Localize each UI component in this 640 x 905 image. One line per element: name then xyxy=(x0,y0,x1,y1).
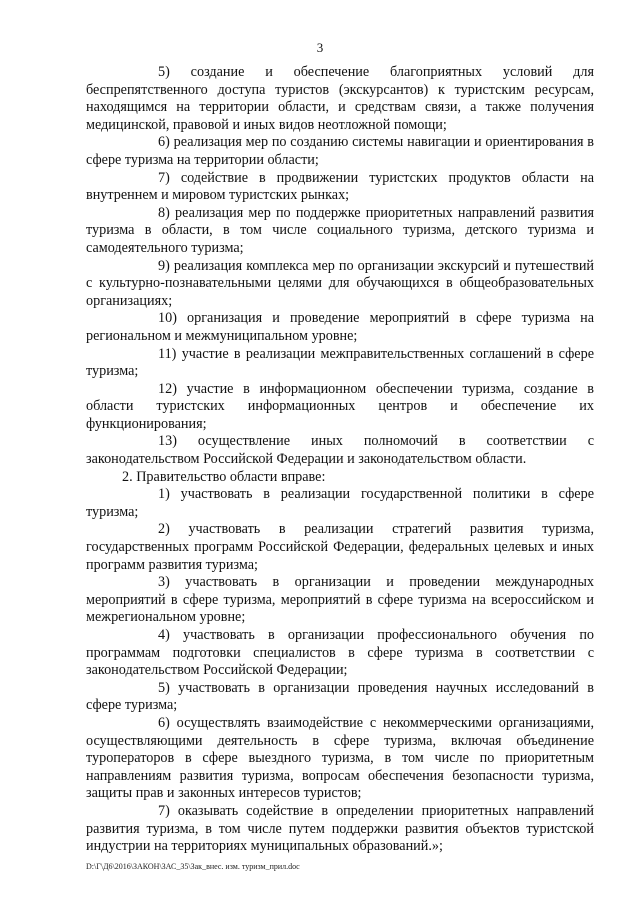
item-number: 9) xyxy=(158,257,170,274)
item-number: 13) xyxy=(158,433,177,450)
item-text: участвовать в реализации стратегий развития туризма, государственных программ Российской Федерации, федеральных целевых и иных программ развития туризма; xyxy=(86,521,595,573)
item-text: создание и обеспечение благоприятных условий для беспрепятственного доступа туристов (экскурсантов) к туристским ресурсам, находящимся на территории области, и средствам связи, а также получения медицинской, правовой и иных видов неотложной помощи; xyxy=(86,64,595,133)
list-item xyxy=(86,715,594,803)
item-number: 6) xyxy=(158,714,170,731)
item-text: реализация мер по поддержке приоритетных направлений развития туризма в области, в том числе социального туризма, детского туризма и самодеятельного туризма; xyxy=(86,204,594,256)
file-path-footer: D:\Г\Д6\2016\ЗАКОН\ЗАС_35\Зак_внес. изм. туризм_прил.doc xyxy=(86,862,300,871)
section-heading xyxy=(86,469,594,487)
list-item xyxy=(86,381,594,434)
item-number: 2) xyxy=(158,521,170,538)
item-number: 8) xyxy=(158,204,170,221)
item-text: участвовать в организации профессионального обучения по программам подготовки специалистов в сфере туризма в соответствии с законодательством Российской Федерации; xyxy=(86,627,595,679)
list-item xyxy=(86,258,594,311)
list-item xyxy=(86,205,594,258)
item-text: участвовать в организации проведения научных исследований в сфере туризма; xyxy=(86,679,594,714)
list-item xyxy=(86,627,594,680)
item-text: участие в информационном обеспечении туризма, создание в области туристских информационных центров и обеспечение их функционирования; xyxy=(86,380,594,432)
list-item xyxy=(86,170,594,205)
item-text: осуществлять взаимодействие с некоммерческими организациями, осуществляющими деятельность в сфере туризма, включая объединение туроператоров в сфере выездного туризма, в том числе по приоритетным направлениям развития туризма, вопросам обеспечения безопасности туризма, защиты прав и законных интересов туристов; xyxy=(86,714,595,802)
item-text: участие в реализации межправительственных соглашений в сфере туризма; xyxy=(86,345,594,380)
list-item xyxy=(86,486,594,521)
list-item xyxy=(86,803,594,856)
item-number: 11) xyxy=(158,345,177,362)
item-number: 5) xyxy=(158,679,170,696)
item-text: реализация мер по созданию системы навигации и ориентирования в сфере туризма на территории области; xyxy=(86,134,595,168)
item-text: содействие в продвижении туристских продуктов области на внутреннем и мировом туристских рынках; xyxy=(86,169,594,204)
item-number: 7) xyxy=(158,802,170,819)
item-number: 7) xyxy=(158,169,170,186)
item-number: 4) xyxy=(158,627,170,643)
item-number: 6) xyxy=(158,134,170,151)
item-number: 10) xyxy=(158,310,177,327)
item-number: 3) xyxy=(158,574,170,591)
item-text: оказывать содействие в определении приоритетных направлений развития туризма, в том числе путем поддержки развития объектов туристской индустрии на территориях муниципальных образований.»; xyxy=(86,802,594,855)
page-number: 3 xyxy=(316,40,324,55)
list-item xyxy=(86,64,594,134)
item-number: 1) xyxy=(158,486,170,503)
item-text: реализация комплекса мер по организации экскурсий и путешествий с культурно-познавательными целями для обучающихся в общеобразовательных организациях; xyxy=(86,257,595,309)
list-item xyxy=(86,433,594,468)
list-item xyxy=(86,310,594,345)
item-text: организация и проведение мероприятий в сфере туризма на региональном и межмуниципальном уровне; xyxy=(86,310,595,344)
item-text: осуществление иных полномочий в соответствии с законодательством Российской Федерации и законодательством области. xyxy=(86,433,594,468)
item-text: участвовать в реализации государственной политики в сфере туризма; xyxy=(86,486,594,520)
list-item xyxy=(86,346,594,381)
item-text: участвовать в организации и проведении международных мероприятий в сфере туризма, мероприятий в сфере туризма на всероссийском и межрегиональном уровне; xyxy=(86,574,594,626)
list-item xyxy=(86,134,594,169)
item-number: 5) xyxy=(158,64,170,80)
item-number: 12) xyxy=(158,380,177,397)
section-heading-text: 2. Правительство области вправе: xyxy=(122,468,326,485)
list-item xyxy=(86,680,594,715)
list-item xyxy=(86,574,594,627)
document-body xyxy=(86,64,594,856)
list-item xyxy=(86,521,594,574)
